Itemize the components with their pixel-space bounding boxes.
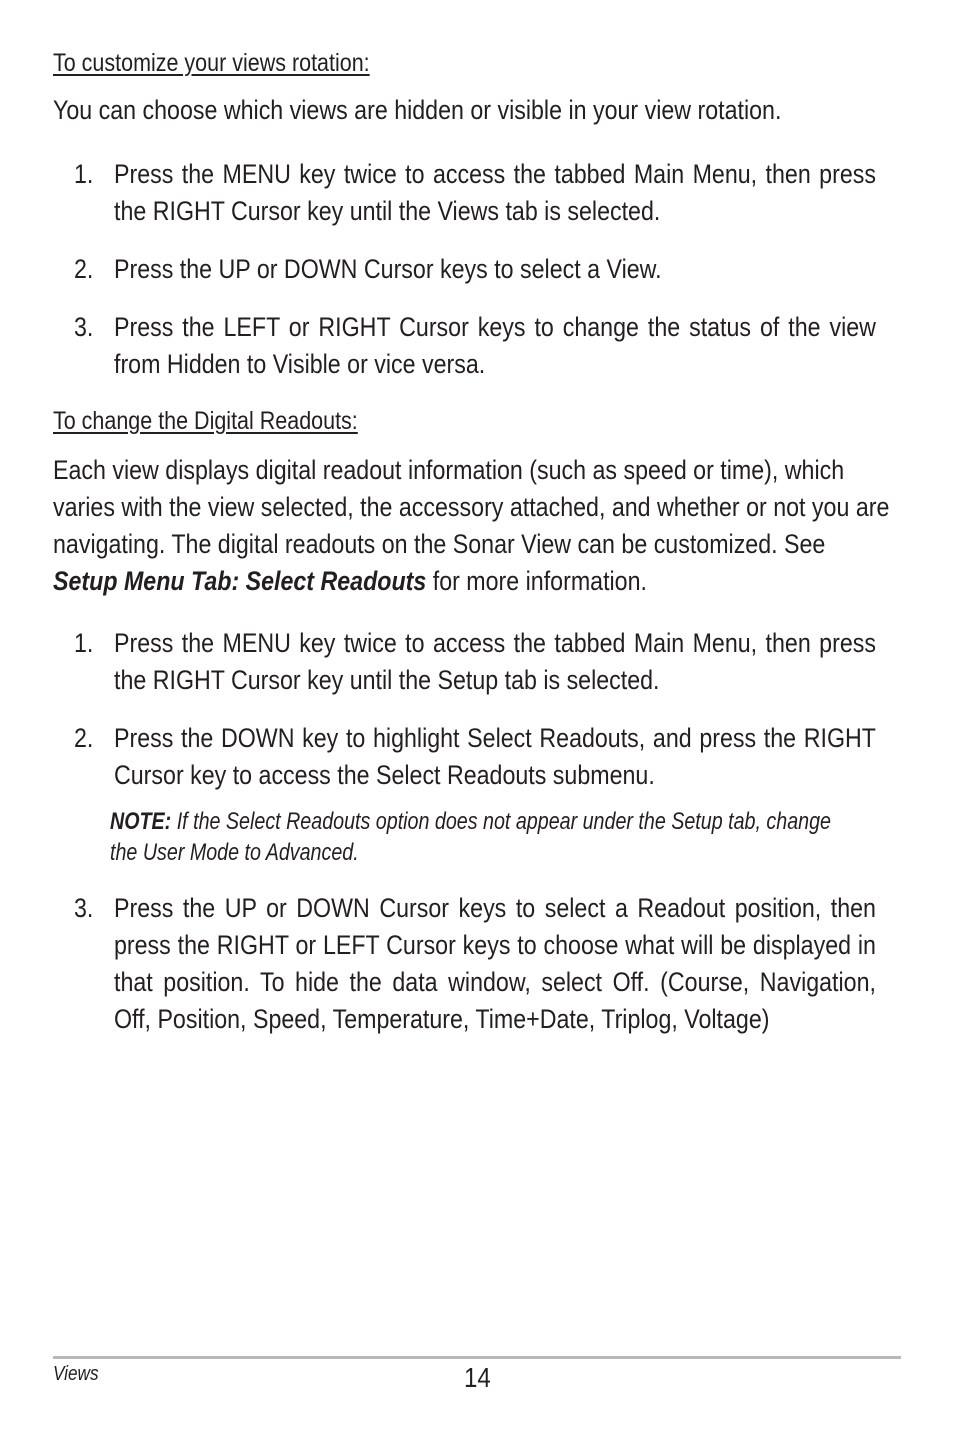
note-callout [110,806,840,868]
step-text: Press the UP or DOWN Cursor keys to select a Readout position, then press the RIGHT or LEFT Cursor keys to choose what will be displayed in that position. To hide the data window, select Off. (Course, Navigation, Off, Position, Speed, Temperature, Time+Date, Triplog, Voltage) [114,893,876,1034]
note-label: NOTE: [110,808,172,835]
footer-section-name: Views [53,1363,99,1385]
step-text: Press the UP or DOWN Cursor keys to select a View. [114,254,662,284]
note-text: If the Select Readouts option does not appear under the Setup tab, change the User Mode to Advanced. [110,808,831,866]
step-text: Press the DOWN key to highlight Select Readouts, and press the RIGHT Cursor key to access the Select Readouts submenu. [114,723,876,790]
section-intro-views-rotation: You can choose which views are hidden or visible in your view rotation. [53,95,782,125]
step-number: 3. [74,893,94,923]
section-intro-digital-readouts [53,452,904,600]
step-number: 1. [74,628,94,658]
section-heading-digital-readouts: To change the Digital Readouts: [53,407,358,435]
intro-text: Each view displays digital readout information (such as speed or time), which varies with the view selected, the accessory attached, and whether or not you are navigating. The digital readouts on the Sonar View can be customized. See [53,455,890,559]
step-text: Press the LEFT or RIGHT Cursor keys to change the status of the view from Hidden to Visible or vice versa. [114,312,876,379]
step-text: Press the MENU key twice to access the tabbed Main Menu, then press the RIGHT Cursor key until the Views tab is selected. [114,159,876,226]
page-number: 14 [464,1362,491,1393]
step-number: 2. [74,723,94,753]
intro-tail: for more information. [426,566,647,596]
footer-divider [53,1356,901,1359]
step-number: 2. [74,254,94,284]
cross-reference-link[interactable]: Setup Menu Tab: Select Readouts [53,566,427,596]
section-heading-views-rotation: To customize your views rotation: [53,49,370,77]
step-text: Press the MENU key twice to access the tabbed Main Menu, then press the RIGHT Cursor key until the Setup tab is selected. [114,628,876,695]
step-number: 3. [74,312,94,342]
step-number: 1. [74,159,94,189]
